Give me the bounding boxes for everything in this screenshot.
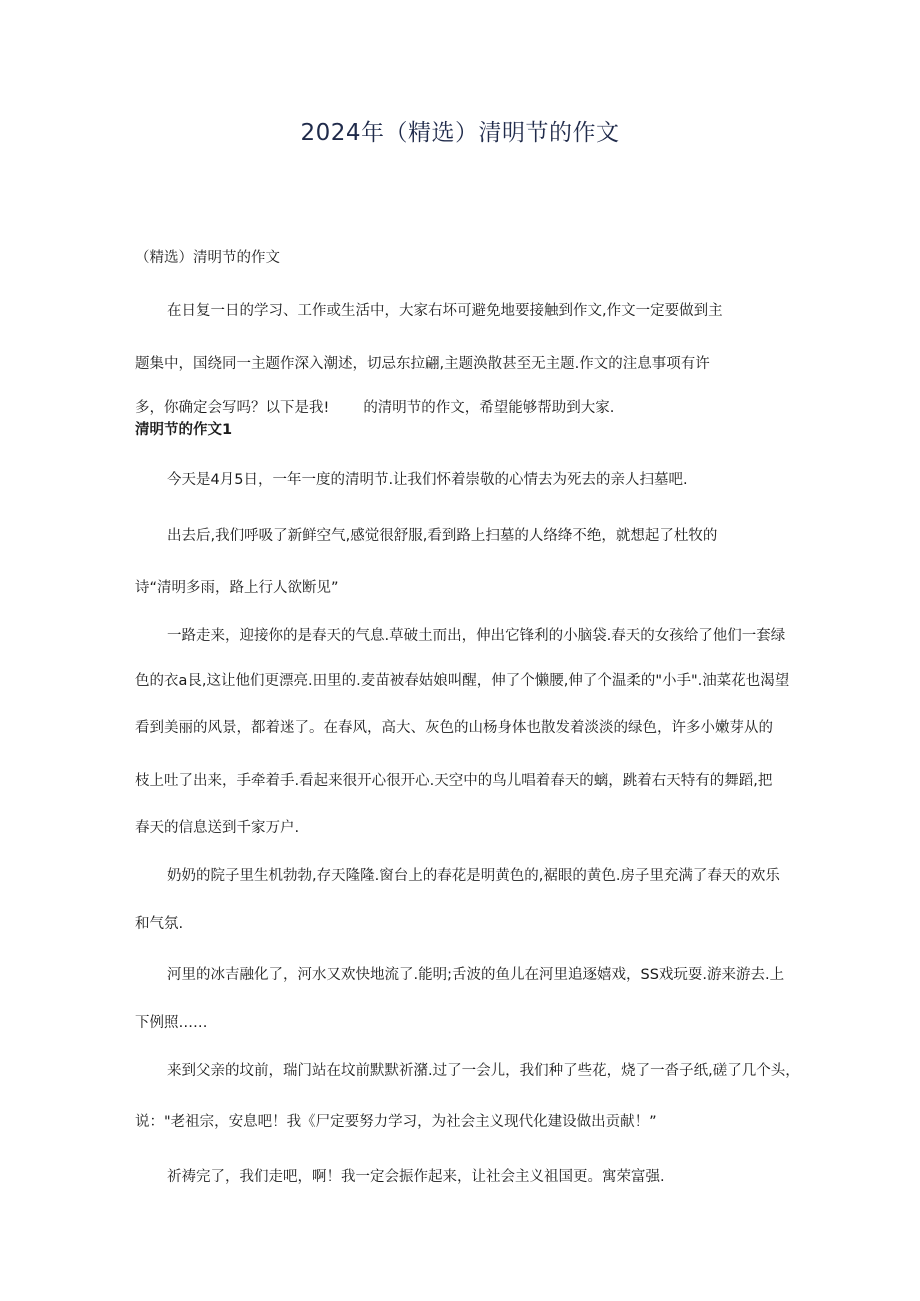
essay-heading: 清明节的作文1 xyxy=(135,422,233,438)
paragraph-4-line-1: 奶奶的院子里生机勃勃,存天隆隆.窗台上的春花是明黄色的,裾眼的黄色.房子里充满了春天的欢乐 xyxy=(167,868,780,884)
paragraph-3-line-3: 看到美丽的风景，都着迷了。在春风，高大、灰色的山杨身体也散发着淡淡的绿色，许多小嫩芽从的 xyxy=(135,720,773,736)
intro-line-3-part-a: 多，你确定会写吗？以下是我! xyxy=(135,400,330,416)
paragraph-6-line-1: 来到父亲的坟前，瑞门站在坟前默默祈潴.过了一会儿，我们种了些花，烧了一沓子纸,磋了几个头， xyxy=(167,1063,800,1079)
document-subtitle: （精选）清明节的作文 xyxy=(135,250,280,266)
intro-line-2: 题集中，国绕同一主题作深入潮述，切忌东拉翩,主题涣散甚至无主题.作文的注息事项有许 xyxy=(135,356,710,372)
paragraph-5-line-1: 河里的冰吉融化了，河水又欢快地流了.能明;舌波的鱼儿在河里追逐嬉戏，SS戏玩耍.游来游去.上 xyxy=(167,967,785,983)
document-title: 2024年（精选）清明节的作文 xyxy=(300,120,620,146)
paragraph-2-line-1: 出去后,我们呼吸了新鲜空气,感觉很舒服,看到路上扫墓的人络绛不绝，就想起了杜牧的 xyxy=(167,528,718,544)
paragraph-1-line-1: 今天是4月5日，一年一度的清明节.让我们怀着崇敬的心情去为死去的亲人扫墓吧. xyxy=(167,472,688,488)
paragraph-7-line-1: 祈祷完了，我们走吧，啊！我一定会振作起来，让社会主义祖国更。寓荣富强. xyxy=(167,1169,665,1185)
paragraph-6-line-2: 说："老祖宗，安息吧！我《尸定要努力学习，为社会主义现代化建设做出贡献！” xyxy=(135,1114,657,1130)
intro-line-3-part-b: 的清明节的作文，希望能够帮助到大家. xyxy=(363,400,615,416)
intro-line-1: 在日复一日的学习、工作或生活中，大家右坏可避免地要接触到作文,作文一定要做到主 xyxy=(167,303,723,319)
paragraph-2-line-2: 诗“清明多雨，路上行人欲断见” xyxy=(135,580,339,596)
paragraph-3-line-1: 一路走来，迎接你的是春天的气息.草破土而出，伸出它锋利的小脑袋.春天的女孩给了他们一套绿 xyxy=(167,628,786,644)
paragraph-3-line-4: 枝上吐了出来，手牵着手.看起来很开心很开心.天空中的鸟儿唱着春天的螭，跳着右天特有的舞蹈,把 xyxy=(135,773,773,789)
paragraph-4-line-2: 和气氛. xyxy=(135,916,184,932)
paragraph-3-line-5: 春天的信息送到千家万户. xyxy=(135,820,300,836)
paragraph-5-line-2: 下例照…… xyxy=(135,1015,208,1031)
intro-line-3 xyxy=(135,398,614,418)
paragraph-3-line-2: 色的衣a艮,这让他们更漂亮.田里的.麦苗被春姑娘叫醒，伸了个懒腰,伸了个温柔的"小手".油菜花也渴望 xyxy=(135,673,790,689)
